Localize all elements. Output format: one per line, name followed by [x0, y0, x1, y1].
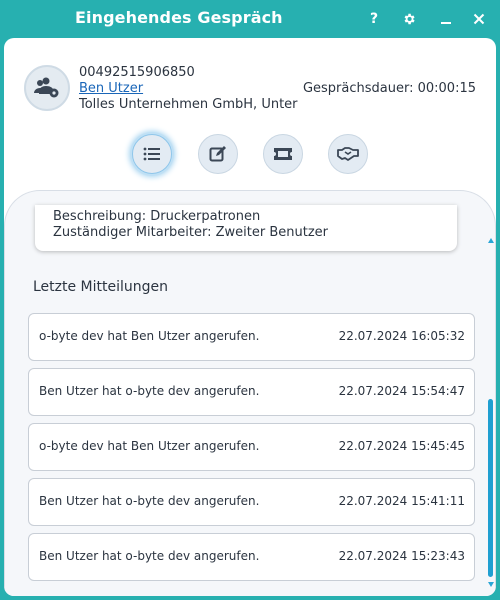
message-text: Ben Utzer hat o-byte dev angerufen.	[39, 494, 260, 508]
scrollbar-thumb[interactable]	[488, 399, 493, 577]
message-text: o-byte dev hat Ben Utzer angerufen.	[39, 329, 260, 343]
recent-messages-title: Letzte Mitteilungen	[33, 279, 169, 295]
message-time: 22.07.2024 15:23:43	[338, 549, 465, 563]
message-text: o-byte dev hat Ben Utzer angerufen.	[39, 439, 260, 453]
title-bar	[0, 0, 500, 38]
list-item[interactable]	[28, 423, 475, 471]
contact-name-link[interactable]: Ben Utzer	[79, 81, 144, 96]
close-button[interactable]	[469, 9, 489, 29]
call-window	[4, 38, 496, 596]
edit-button[interactable]	[198, 134, 238, 174]
scroll-down-arrow[interactable]	[488, 582, 494, 587]
handshake-button[interactable]	[328, 134, 368, 174]
message-text: Ben Utzer hat o-byte dev angerufen.	[39, 549, 260, 563]
message-time: 22.07.2024 15:45:45	[338, 439, 465, 453]
assignee-text: Zuständiger Mitarbeiter: Zweiter Benutzer	[53, 225, 329, 240]
list-item[interactable]	[28, 533, 475, 581]
description-text: Beschreibung: Druckerpatronen	[53, 209, 261, 224]
call-duration: Gesprächsdauer: 00:00:15	[302, 81, 476, 96]
gear-icon	[402, 12, 416, 26]
caller-phone: 00492515906850	[79, 65, 195, 80]
minimize-button[interactable]	[436, 9, 456, 29]
help-button[interactable]: ?	[369, 11, 379, 27]
list-icon	[143, 146, 161, 162]
action-buttons	[4, 134, 496, 174]
scroll-up-arrow[interactable]	[488, 238, 494, 243]
info-card	[35, 205, 457, 251]
close-icon	[473, 13, 485, 25]
message-time: 22.07.2024 16:05:32	[338, 329, 465, 343]
caller-company: Tolles Unternehmen GmbH, Unter	[79, 97, 298, 112]
minimize-icon	[440, 13, 452, 25]
ticket-button[interactable]	[263, 134, 303, 174]
details-panel	[4, 190, 496, 596]
list-item[interactable]	[28, 478, 475, 526]
handshake-icon	[337, 147, 359, 161]
message-time: 22.07.2024 15:54:47	[338, 384, 465, 398]
settings-button[interactable]	[399, 9, 419, 29]
message-time: 22.07.2024 15:41:11	[338, 494, 465, 508]
ticket-icon	[273, 147, 293, 161]
contact-avatar	[24, 65, 70, 111]
edit-icon	[209, 145, 227, 163]
window-title: Eingehendes Gespräch	[75, 8, 283, 27]
message-text: Ben Utzer hat o-byte dev angerufen.	[39, 384, 260, 398]
details-list-button[interactable]	[132, 134, 172, 174]
list-item[interactable]	[28, 313, 475, 361]
users-settings-icon	[33, 76, 61, 100]
list-item[interactable]	[28, 368, 475, 416]
